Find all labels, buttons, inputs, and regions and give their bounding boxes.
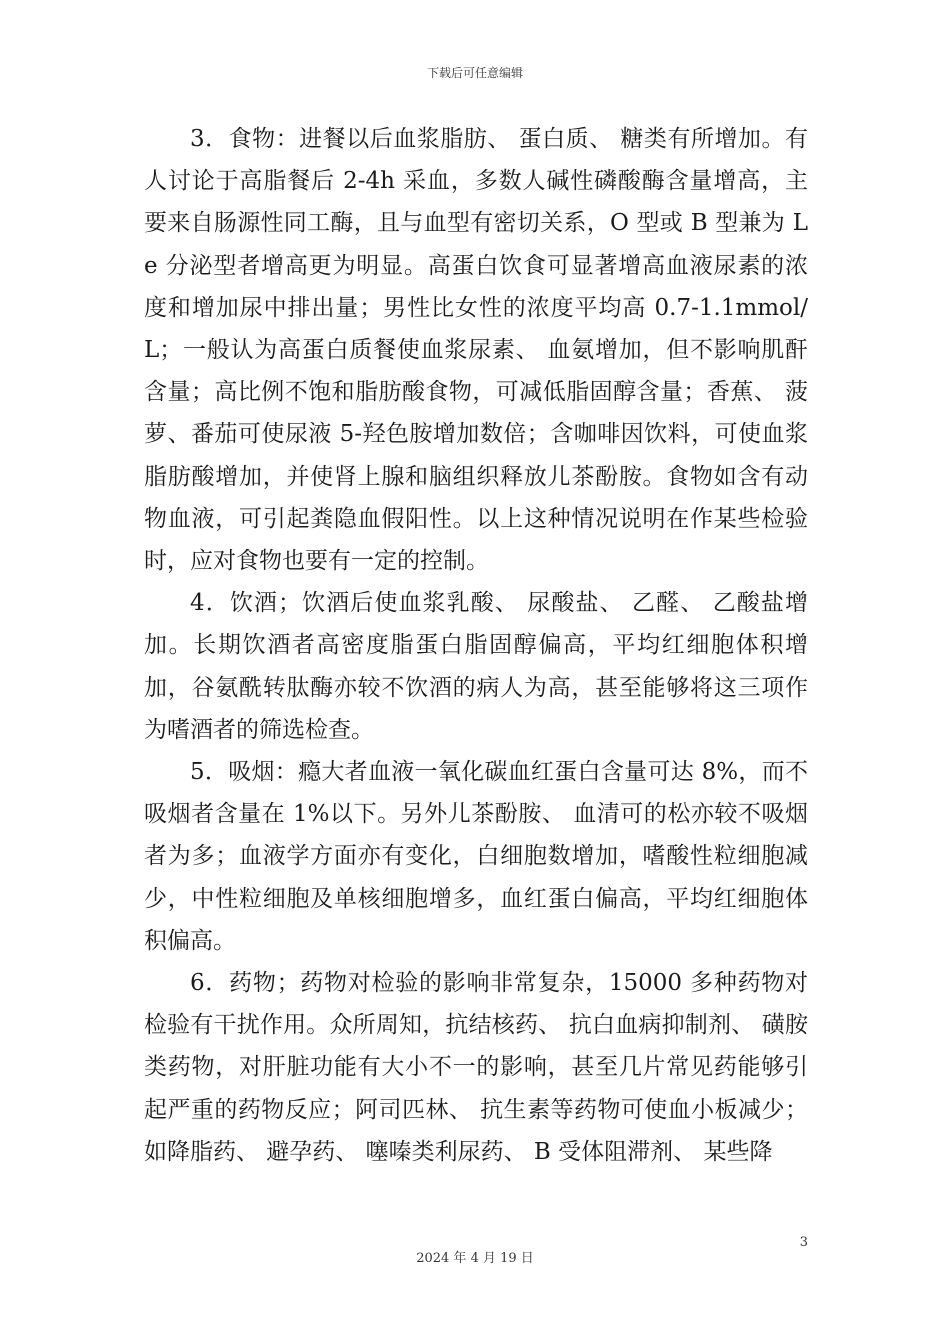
paragraph-smoking: 5．吸烟：瘾大者血液一氧化碳血红蛋白含量可达 8%，而不吸烟者含量在 1%以下。另外儿茶酚胺、 血清可的松亦较不吸烟者为多；血液学方面亦有变化，白细胞数增加，嗜酸性粒细胞减少，中性粒细胞及单核细胞增多，血红蛋白偏高，平均红细胞体积偏高。 [144,759,808,954]
document-body [144,118,808,1173]
page-header: 下载后可任意编辑 [426,66,523,80]
footer-date: 2024 年 4 月 19 日 [416,1251,534,1266]
paragraph-alcohol: 4．饮酒；饮酒后使血浆乳酸、 尿酸盐、 乙醛、 乙酸盐增加。长期饮酒者高密度脂蛋白脂固醇偏高，平均红细胞体积增加，谷氨酰转肽酶亦较不饮酒的病人为高，甚至能够将这三项作为嗜酒者的筛选检查。 [144,590,808,743]
page-number: 3 [799,1235,808,1250]
paragraph-food: 3．食物：进餐以后血浆脂肪、 蛋白质、 糖类有所增加。有人讨论于高脂餐后 2-4h 采血，多数人碱性磷酸酶含量增高，主要来自肠源性同工酶，且与血型有密切关系，O 型或 B 型兼为 Le 分泌型者增高更为明显。高蛋白饮食可显著增高血液尿素的浓度和增加尿中排出量；男性比女性的浓度平均高 0.7-1.1mmol/L；一般认为高蛋白质餐使血浆尿素、 血氨增加，但不影响肌酐含量；高比例不饱和脂肪酸食物，可减低脂固醇含量；香蕉、 菠萝、番茄可使尿液 5-羟色胺增加数倍；含咖啡因饮料，可使血浆脂肪酸增加，并使肾上腺和脑组织释放儿茶酚胺。食物如含有动物血液，可引起粪隐血假阳性。以上这种情况说明在作某些检验时，应对食物也要有一定的控制。 [144,126,808,575]
paragraph-drugs: 6．药物；药物对检验的影响非常复杂，15000 多种药物对检验有干扰作用。众所周知，抗结核药、 抗白血病抑制剂、 磺胺类药物，对肝脏功能有大小不一的影响，甚至几片常见药能够引起严重的药物反应；阿司匹林、 抗生素等药物可使血小板减少；如降脂药、 避孕药、 噻嗪类利尿药、 B 受体阻滞剂、 某些降 [144,970,808,1165]
